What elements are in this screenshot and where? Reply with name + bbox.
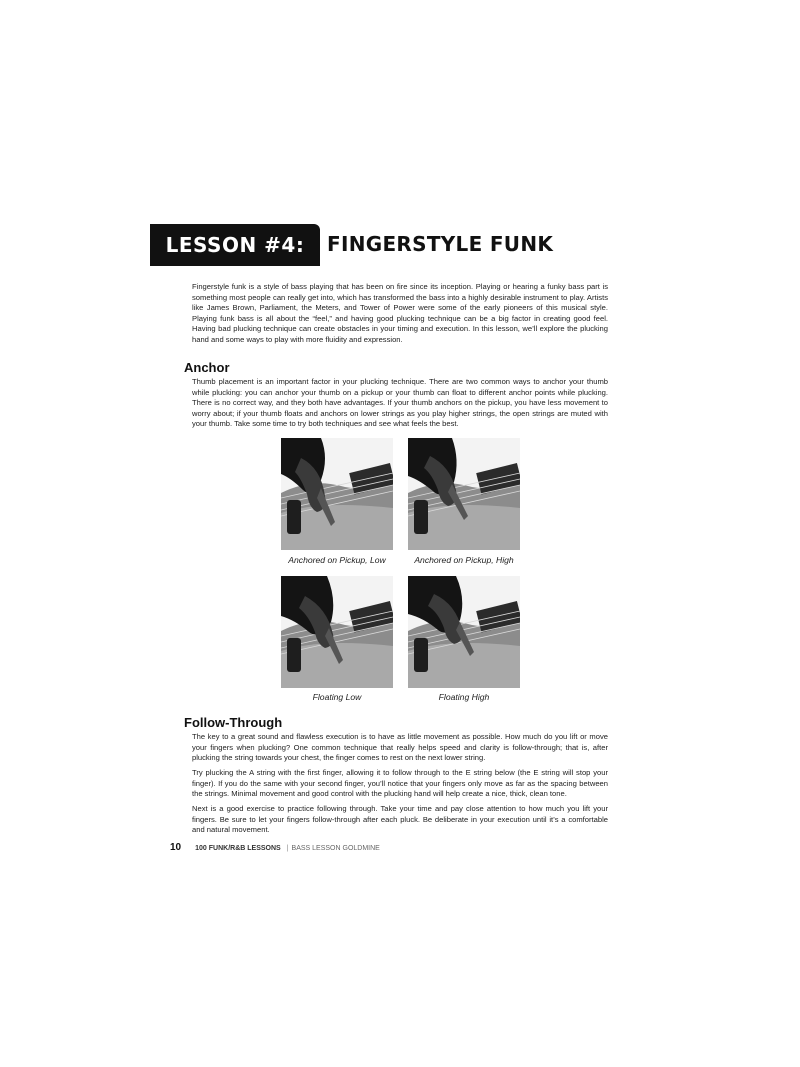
- anchor-paragraph: Thumb placement is an important factor in your plucking technique. There are two common ways to anchor your thumb while plucking: you can anchor your thumb on a pickup or your thumb can float to different anchor points while plucking. There is no correct way, and they both have advantages. If your thumb anchors on the pickup, you have less movement to worry about; if your thumb floats and anchors on lower strings as you play higher strings, the open strings are muted with your thumb. Take some time to try both techniques and see what feels the best.: [192, 377, 608, 428]
- footer-book-title: BASS LESSON GOLDMINE: [291, 845, 380, 852]
- bass-hand-photo: [408, 576, 520, 688]
- lesson-number-label: LESSON #4:: [165, 233, 305, 257]
- photo-caption: Floating Low: [312, 692, 362, 702]
- photo-anchored-pickup-high: [408, 438, 520, 550]
- page-footer: [170, 842, 380, 853]
- intro-paragraph: Fingerstyle funk is a style of bass playing that has been on fire since its inception. Playing or hearing a funky bass part is something most people can really get into, which has transformed the bass into a highly desirable instrument to play. Artists like James Brown, Parliament, the Meters, and Tower of Power were some of the early pioneers of this musical style. Playing funk bass is all about the “feel,” and having good plucking technique can be a big factor in creating good feel. Having bad plucking technique can create obstacles in your timing and execution. In this lesson, we’ll explore the plucking hand and some ways to play with more fluidity and expression.: [192, 282, 608, 344]
- photo-caption: Anchored on Pickup, Low: [288, 555, 386, 565]
- lesson-title: FINGERSTYLE FUNK: [327, 232, 554, 256]
- photo-anchored-pickup-low: [281, 438, 393, 550]
- bass-hand-photo: [281, 438, 393, 550]
- photo-caption: Anchored on Pickup, High: [414, 555, 514, 565]
- footer-series-title: 100 FUNK/R&B LESSONS: [195, 845, 281, 852]
- page-number: 10: [170, 842, 182, 853]
- section-heading-anchor: Anchor: [184, 360, 230, 375]
- lesson-number-banner: [150, 224, 320, 266]
- follow-through-paragraph-2: Try plucking the A string with the first finger, allowing it to follow through to the E string below (the E string will stop your finger). If you do the same with your second finger, you’ll notice that your fingers only move as far as the spacing between the strings. Minimal movement and good control with the plucking hand will help create a nice, thick, clean tone.: [192, 768, 608, 798]
- footer-separator: |: [286, 845, 289, 852]
- section-heading-follow-through: Follow-Through: [184, 715, 283, 730]
- follow-through-paragraph-1: The key to a great sound and flawless execution is to have as little movement as possible. How much do you lift or move your fingers when plucking? One common technique that really helps speed and clarity is follow-through; that is, after plucking the string towards your chest, the finger comes to rest on the next lower string.: [192, 732, 608, 762]
- photo-caption: Floating High: [438, 692, 490, 702]
- photo-floating-high: [408, 576, 520, 688]
- photo-floating-low: [281, 576, 393, 688]
- bass-hand-photo: [408, 438, 520, 550]
- follow-through-paragraph-3: Next is a good exercise to practice following through. Take your time and pay close attention to how much you lift your fingers. Be sure to let your fingers follow-through after each pluck. Be deliberate in your execution until it’s a comfortable and natural movement.: [192, 804, 608, 834]
- bass-hand-photo: [281, 576, 393, 688]
